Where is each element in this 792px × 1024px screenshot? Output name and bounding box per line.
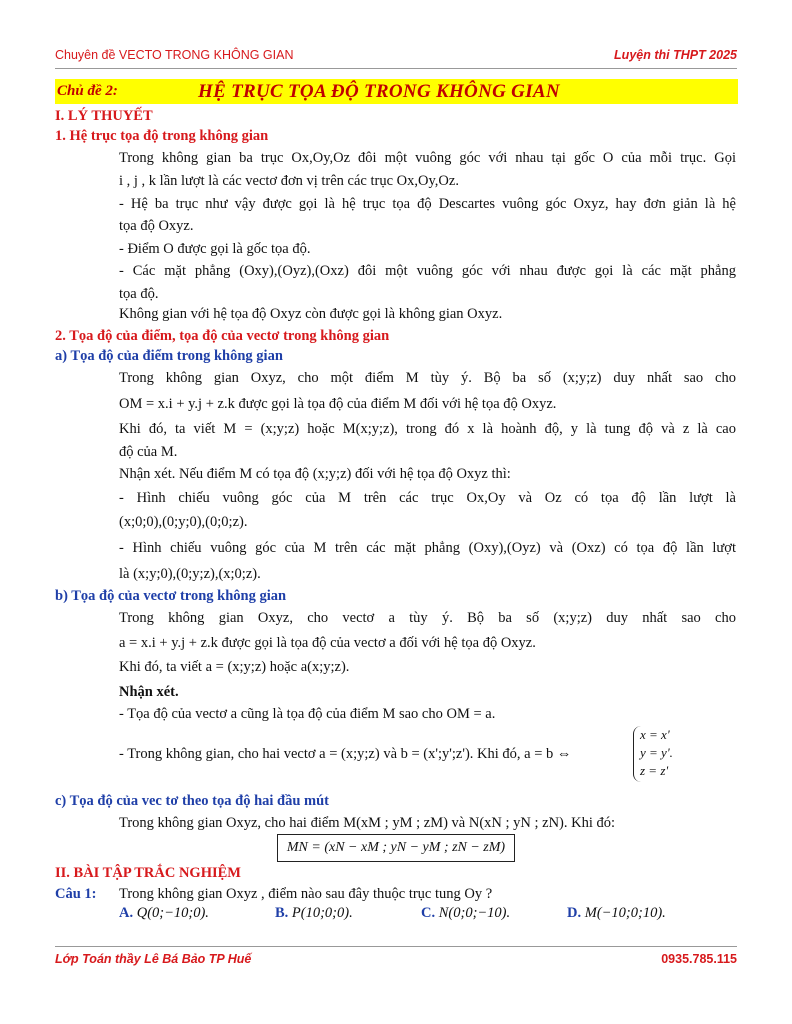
topic-banner bbox=[55, 79, 738, 104]
paragraph-line: là (x;y;0),(0;y;z),(x;0;z). bbox=[119, 566, 261, 582]
paragraph-line: - Tọa độ của vectơ a cũng là tọa độ của điểm M sao cho OM = a. bbox=[119, 706, 496, 722]
subheading-vector-coords: b) Tọa độ của vectơ trong không gian bbox=[55, 588, 287, 604]
option-a bbox=[119, 905, 209, 922]
option-key: C. bbox=[421, 905, 436, 921]
paragraph-line: i , j , k lần lượt là các vectơ đơn vị trên các trục Ox,Oy,Oz. bbox=[119, 173, 459, 189]
paragraph-line: Không gian với hệ tọa độ Oxyz còn được gọi là không gian Oxyz. bbox=[119, 306, 503, 322]
topic-title: HỆ TRỤC TỌA ĐỘ TRONG KHÔNG GIAN bbox=[198, 81, 560, 102]
option-value: M(−10;0;10). bbox=[584, 905, 666, 921]
footer-left: Lớp Toán thầy Lê Bá Bảo TP Huế bbox=[55, 952, 252, 966]
system-row: x = x' bbox=[640, 727, 670, 742]
option-key: B. bbox=[275, 905, 289, 921]
paragraph-line: Khi đó, ta viết a = (x;y;z) hoặc a(x;y;z). bbox=[119, 659, 350, 675]
paragraph-line: - Hình chiếu vuông góc của M trên các trục Ox,Oy và Oz có tọa độ lần lượt là bbox=[119, 490, 736, 506]
paragraph-line: tọa độ. bbox=[119, 286, 159, 302]
system-row: y = y'. bbox=[640, 745, 673, 760]
option-key: A. bbox=[119, 905, 134, 921]
paragraph-line: - Trong không gian, cho hai vectơ a = (x;y;z) và b = (x';y';z'). Khi đó, a = b ⇔ bbox=[119, 746, 572, 762]
option-b bbox=[275, 905, 353, 922]
question-label: Câu 1: bbox=[55, 886, 97, 902]
topic-label: Chủ đề 2: bbox=[57, 83, 118, 99]
section-theory: I. LÝ THUYẾT bbox=[55, 108, 153, 124]
paragraph-line: a = x.i + y.j + z.k được gọi là tọa độ của vectơ a đối với hệ tọa độ Oxyz. bbox=[119, 635, 536, 651]
heading-coordinate-system: 1. Hệ trục tọa độ trong không gian bbox=[55, 128, 269, 144]
remark-label: Nhận xét. bbox=[119, 684, 179, 700]
header-right: Luyện thi THPT 2025 bbox=[614, 48, 737, 62]
subheading-endpoint-coords: c) Tọa độ của vec tơ theo tọa độ hai đầu mút bbox=[55, 793, 330, 809]
equation-system bbox=[633, 726, 694, 782]
formula-box: MN = (xN − xM ; yN − yM ; zN − zM) bbox=[277, 834, 515, 862]
footer-right: 0935.785.115 bbox=[661, 952, 737, 966]
system-row: z = z' bbox=[640, 763, 669, 778]
paragraph-line: Khi đó, ta viết M = (x;y;z) hoặc M(x;y;z), trong đó x là hoành độ, y là tung độ và z là cao bbox=[119, 421, 736, 437]
paragraph-line: Trong không gian Oxyz, cho một điểm M tùy ý. Bộ ba số (x;y;z) duy nhất sao cho bbox=[119, 370, 736, 386]
header-left: Chuyên đề VECTO TRONG KHÔNG GIAN bbox=[55, 48, 294, 62]
paragraph-line: - Hệ ba trục như vậy được gọi là hệ trục tọa độ Descartes vuông góc Oxyz, hay đơn giản là hệ bbox=[119, 196, 736, 212]
option-c bbox=[421, 905, 510, 922]
option-d bbox=[567, 905, 666, 922]
page-header bbox=[55, 44, 737, 69]
paragraph-line: - Các mặt phẳng (Oxy),(Oyz),(Oxz) đôi một vuông góc với nhau được gọi là các mặt phẳng bbox=[119, 263, 736, 279]
page-footer bbox=[55, 946, 737, 971]
heading-point-vector-coords: 2. Tọa độ của điểm, tọa độ của vectơ trong không gian bbox=[55, 328, 390, 344]
paragraph-line: Nhận xét. Nếu điểm M có tọa độ (x;y;z) đối với hệ tọa độ Oxyz thì: bbox=[119, 466, 511, 482]
paragraph-line: tọa độ Oxyz. bbox=[119, 218, 194, 234]
question-text: Trong không gian Oxyz , điểm nào sau đây thuộc trục tung Oy ? bbox=[119, 886, 493, 902]
option-key: D. bbox=[567, 905, 582, 921]
paragraph-line: (x;0;0),(0;y;0),(0;0;z). bbox=[119, 514, 248, 530]
subheading-point-coords: a) Tọa độ của điểm trong không gian bbox=[55, 348, 283, 364]
option-value: P(10;0;0). bbox=[291, 905, 353, 921]
paragraph-line: OM = x.i + y.j + z.k được gọi là tọa độ của điểm M đối với hệ tọa độ Oxyz. bbox=[119, 396, 557, 412]
paragraph-line: Trong không gian ba trục Ox,Oy,Oz đôi một vuông góc với nhau tại gốc O của mỗi trục. Gọi bbox=[119, 150, 736, 166]
paragraph-line: Trong không gian Oxyz, cho vectơ a tùy ý. Bộ ba số (x;y;z) duy nhất sao cho bbox=[119, 610, 736, 626]
section-exercises: II. BÀI TẬP TRẮC NGHIỆM bbox=[55, 865, 241, 881]
option-value: Q(0;−10;0). bbox=[136, 905, 209, 921]
paragraph-line: Trong không gian Oxyz, cho hai điểm M(xM ; yM ; zM) và N(xN ; yN ; zN). Khi đó: bbox=[119, 815, 616, 831]
paragraph-line: độ của M. bbox=[119, 444, 178, 460]
option-value: N(0;0;−10). bbox=[438, 905, 511, 921]
paragraph-line: - Điểm O được gọi là gốc tọa độ. bbox=[119, 241, 311, 257]
paragraph-line: - Hình chiếu vuông góc của M trên các mặt phẳng (Oxy),(Oyz) và (Oxz) có tọa độ lần lượt bbox=[119, 540, 736, 556]
